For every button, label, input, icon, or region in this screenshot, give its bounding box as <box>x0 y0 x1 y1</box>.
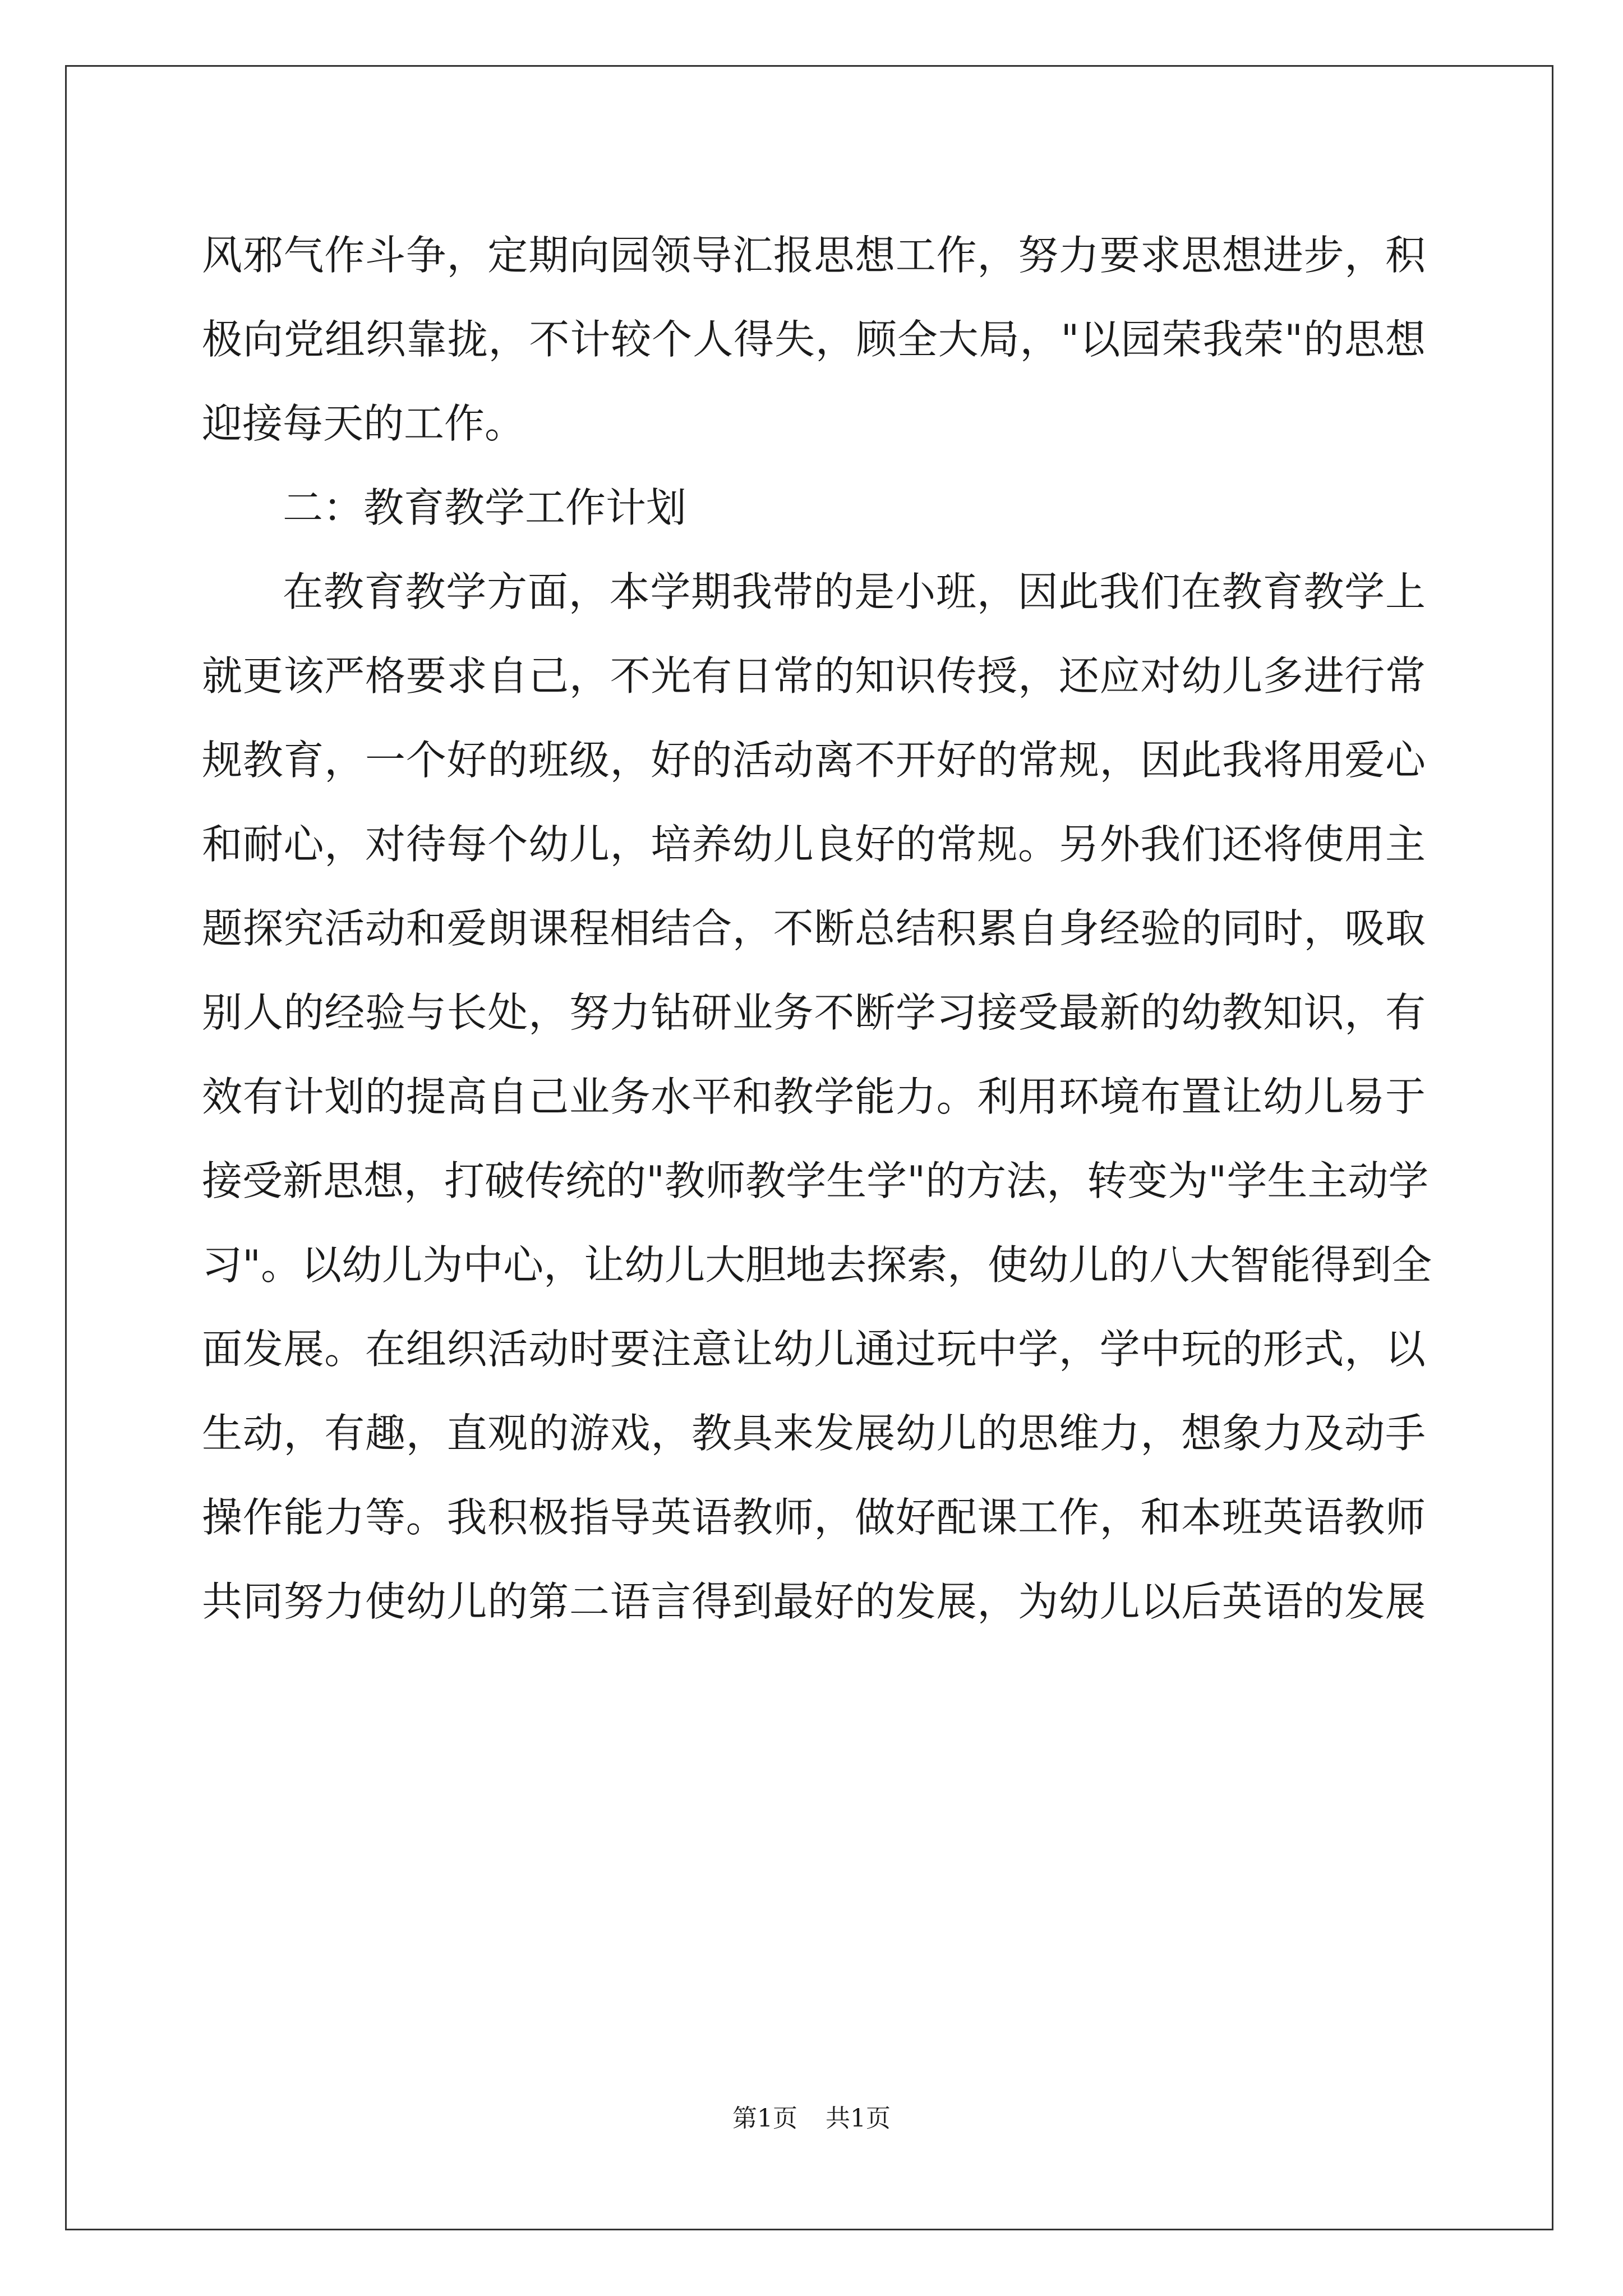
text-line: 迎接每天的工作。 <box>202 400 525 447</box>
text-line: 风邪气作斗争，定期向园领导汇报思想工作，努力要求思想进步，积 <box>202 232 1426 279</box>
text-line: 操作能力等。我积极指导英语教师，做好配课工作，和本班英语教师 <box>202 1494 1426 1541</box>
text-line: 共同努力使幼儿的第二语言得到最好的发展，为幼儿以后英语的发展 <box>202 1578 1426 1625</box>
text-line: 极向党组织靠拢，不计较个人得失，顾全大局，"以园荣我荣"的思想 <box>202 316 1426 363</box>
text-line: 就更该严格要求自己，不光有日常的知识传授，还应对幼儿多进行常 <box>202 652 1426 700</box>
text-line: 别人的经验与长处，努力钻研业务不断学习接受最新的幼教知识，有 <box>202 989 1426 1036</box>
document-body <box>202 213 1432 1644</box>
page-number: 第1页 <box>732 2104 797 2133</box>
text-line: 效有计划的提高自己业务水平和教学能力。利用环境布置让幼儿易于 <box>202 1073 1426 1120</box>
text-line: 面发展。在组织活动时要注意让幼儿通过玩中学，学中玩的形式，以 <box>202 1326 1426 1373</box>
page-footer <box>0 2098 1623 2134</box>
text-line: 题探究活动和爱朗课程相结合，不断总结积累自身经验的同时，吸取 <box>202 905 1426 952</box>
text-line: 规教育，一个好的班级，好的活动离不开好的常规，因此我将用爱心 <box>202 737 1426 784</box>
text-line: 习"。以幼儿为中心，让幼儿大胆地去探索，使幼儿的八大智能得到全 <box>202 1241 1432 1289</box>
text-line: 生动，有趣，直观的游戏，教具来发展幼儿的思维力，想象力及动手 <box>202 1410 1426 1457</box>
text-line: 在教育教学方面，本学期我带的是小班，因此我们在教育教学上 <box>283 568 1426 615</box>
section-heading: 二：教育教学工作计划 <box>283 484 687 531</box>
text-line: 和耐心，对待每个幼儿，培养幼儿良好的常规。另外我们还将使用主 <box>202 821 1426 868</box>
page-total: 共1页 <box>826 2104 891 2133</box>
text-line: 接受新思想，打破传统的"教师教学生学"的方法，转变为"学生主动学 <box>202 1157 1429 1204</box>
